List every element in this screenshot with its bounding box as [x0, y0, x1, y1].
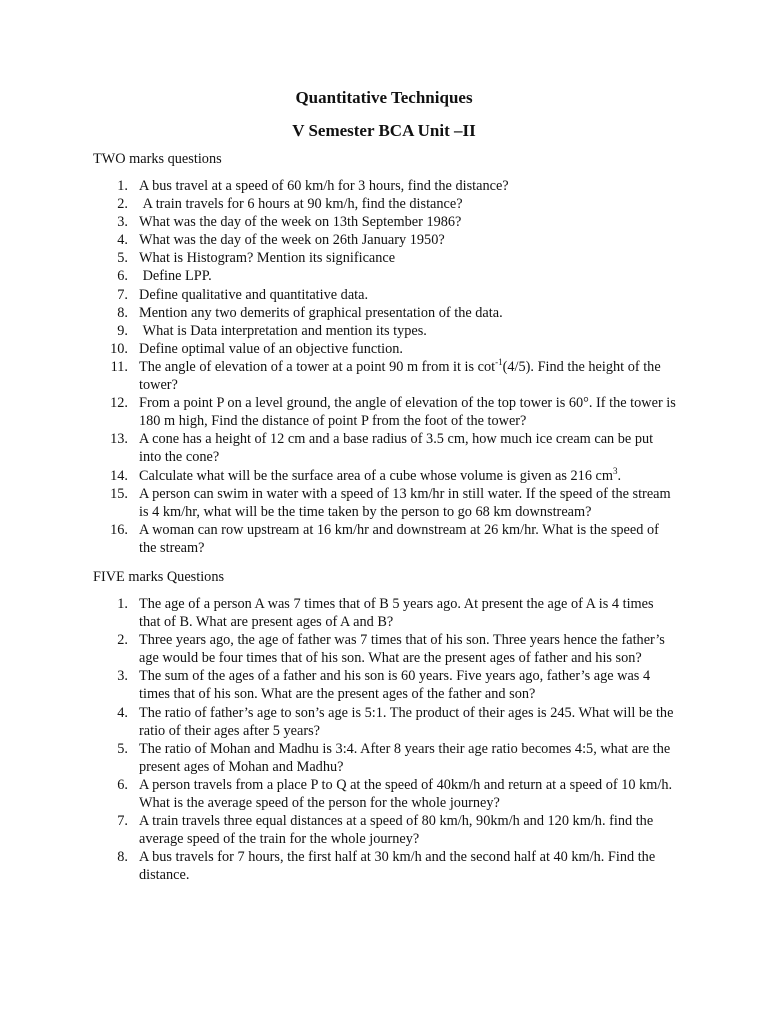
question-item: [0, 213, 768, 231]
question-number: 8.: [117, 304, 128, 321]
question-number: 5.: [117, 250, 128, 267]
question-item: [0, 812, 768, 848]
question-number: 6.: [117, 268, 128, 285]
question-item: [0, 485, 768, 521]
question-item: [0, 340, 768, 358]
question-item: [0, 776, 768, 812]
question-number: 7.: [117, 813, 128, 830]
question-text-part: .: [617, 467, 622, 484]
question-number: 3.: [117, 214, 128, 231]
question-number: 8.: [117, 849, 128, 866]
question-number: 11.: [110, 358, 128, 375]
question-text: A train travels for 6 hours at 90 km/h, find the distance?: [139, 196, 463, 213]
question-number: 5.: [117, 740, 128, 757]
question-text: A person travels from a place P to Q at the speed of 40km/h and return at a speed of 10 km/h. What is the average speed of the person for the whole journey?: [139, 776, 673, 812]
question-text: The ratio of Mohan and Madhu is 3:4. After 8 years their age ratio becomes 4:5, what are the present ages of Mohan and Madhu?: [139, 740, 671, 775]
question-number: 1.: [117, 596, 128, 612]
two-marks-heading: TWO marks questions: [93, 151, 222, 167]
question-number: 15.: [110, 485, 128, 502]
question-text: A bus travels for 7 hours, the first half at 30 km/h and the second half at 40 km/h. Find the distance.: [139, 849, 656, 884]
question-text: What was the day of the week on 13th September 1986?: [139, 214, 462, 231]
question-text: Three years ago, the age of father was 7 times that of his son. Three years hence the father’s age would be four times that of his son. What are the present ages of father and his son?: [139, 632, 665, 667]
question-item: [0, 267, 768, 285]
question-item: [0, 322, 768, 340]
question-item: [0, 704, 768, 740]
question-item: [0, 231, 768, 249]
question-item: [0, 249, 768, 267]
question-item: [0, 631, 768, 667]
question-item: [0, 467, 768, 485]
two-marks-question-list: [0, 177, 768, 557]
question-text: A cone has a height of 12 cm and a base radius of 3.5 cm, how much ice cream can be put into the cone?: [139, 431, 654, 466]
question-item: [0, 304, 768, 322]
question-number: 12.: [110, 395, 128, 412]
five-marks-question-list: [0, 595, 768, 885]
question-number: 2.: [117, 196, 128, 213]
question-item: [0, 358, 768, 394]
question-number: 14.: [110, 467, 128, 484]
question-item: [0, 394, 768, 430]
question-text: Define qualitative and quantitative data.: [139, 286, 369, 303]
question-item: [0, 177, 768, 195]
question-number: 10.: [110, 340, 128, 357]
superscript: -1: [495, 357, 503, 368]
document-title: Quantitative Techniques: [295, 88, 473, 107]
question-text: Define optimal value of an objective function.: [139, 340, 404, 357]
question-item: [0, 848, 768, 884]
question-number: 16.: [110, 521, 128, 538]
question-text: The age of a person A was 7 times that of B 5 years ago. At present the age of A is 4 times that of B. What are present ages of A and B?: [139, 596, 654, 631]
question-text: From a point P on a level ground, the angle of elevation of the top tower is 60°. If the tower is 180 m high, Find the distance of point P from the foot of the tower?: [139, 395, 676, 430]
question-text: A woman can row upstream at 16 km/hr and downstream at 26 km/hr. What is the speed of the stream?: [139, 521, 659, 556]
question-number: 7.: [117, 286, 128, 303]
question-item: [0, 595, 768, 631]
question-text-part: Calculate what will be the surface area of a cube whose volume is given as 216 cm: [139, 467, 614, 484]
question-number: 2.: [117, 632, 128, 649]
question-text: A person can swim in water with a speed of 13 km/hr in still water. If the speed of the stream is 4 km/hr, what will be the time taken by the person to go 68 km downstream?: [139, 485, 671, 520]
question-text: A bus travel at a speed of 60 km/h for 3 hours, find the distance?: [139, 178, 509, 194]
superscript: 3: [613, 465, 618, 476]
document-subtitle: V Semester BCA Unit –II: [292, 121, 476, 140]
question-item: [0, 667, 768, 703]
question-text: Define LPP.: [139, 268, 212, 285]
question-number: 1.: [117, 178, 128, 194]
question-number: 4.: [117, 704, 128, 721]
question-number: 9.: [117, 322, 128, 339]
question-item: [0, 740, 768, 776]
question-text: The sum of the ages of a father and his son is 60 years. Five years ago, father’s age was 4 times that of his son. What are the present ages of the father and son?: [139, 668, 651, 703]
question-text: A train travels three equal distances at a speed of 80 km/h, 90km/h and 120 km/h. find the average speed of the train for the whole journey?: [139, 813, 654, 848]
question-number: 3.: [117, 668, 128, 685]
question-text-part: (4/5). Find the height of the tower?: [139, 358, 661, 394]
question-number: 4.: [117, 232, 128, 249]
question-text: The ratio of father’s age to son’s age is 5:1. The product of their ages is 245. What will be the ratio of their ages after 5 years?: [139, 704, 674, 739]
question-item: [0, 521, 768, 557]
question-number: 13.: [110, 431, 128, 448]
question-item: [0, 195, 768, 213]
question-text: What was the day of the week on 26th January 1950?: [139, 232, 445, 249]
question-text: What is Data interpretation and mention its types.: [139, 322, 427, 339]
question-text-part: The angle of elevation of a tower at a point 90 m from it is cot: [139, 358, 496, 375]
question-text: What is Histogram? Mention its significance: [139, 250, 396, 267]
five-marks-heading: FIVE marks Questions: [93, 569, 225, 585]
question-number: 6.: [117, 776, 128, 793]
question-item: [0, 430, 768, 466]
question-item: [0, 286, 768, 304]
question-text: Mention any two demerits of graphical presentation of the data.: [139, 304, 503, 321]
